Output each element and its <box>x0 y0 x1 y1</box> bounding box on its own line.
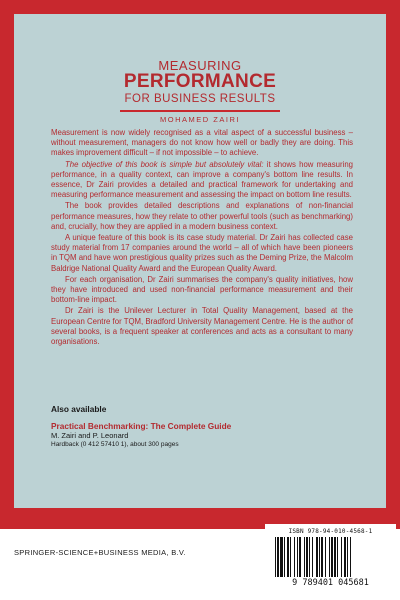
paragraph-1: Measurement is now widely recognised as a vital aspect of a successful business – without measurement, managers do not know how well or badly they are doing. This makes improvement difficult – if not impossible – to achieve. <box>51 128 353 158</box>
related-book-details: Hardback (0 412 57410 1), about 300 pages <box>51 441 179 448</box>
paragraph-4: A unique feature of this book is its case study material. Dr Zairi has collected case study material from 17 companies around the world – all of which have been pioneers in TQM and have won prestigious quality prizes such as the Deming Prize, the Malcolm Baldrige National Quality Award and the European Quality Award. <box>51 233 353 273</box>
paragraph-2-italic: The objective of this book is simple but absolutely vital: <box>65 159 264 169</box>
also-available-heading: Also available <box>51 404 107 414</box>
author-name: MOHAMED ZAIRI <box>160 115 240 124</box>
title-divider <box>120 110 280 112</box>
paragraph-5: For each organisation, Dr Zairi summarises the company's quality initiatives, how they have introduced and used non-financial performance measurement and their bottom-line impact. <box>51 274 353 305</box>
related-book-title: Practical Benchmarking: The Complete Guide <box>51 421 232 431</box>
paragraph-2 <box>51 160 353 201</box>
paragraph-3: The book provides detailed descriptions and explanations of non-financial performance measures, how they relate to other powerful tools (such as benchmarking) and, crucially, how they are applied in a modern business context. <box>51 201 353 231</box>
isbn-text: ISBN 978-94-010-4568-1 <box>288 528 373 535</box>
barcode-icon <box>273 537 388 577</box>
related-book-authors: M. Zairi and P. Leonard <box>51 431 129 440</box>
ean-number: 9 789401 045681 <box>292 578 369 588</box>
barcode-area <box>265 524 396 592</box>
publisher-name: SPRINGER-SCIENCE+BUSINESS MEDIA, B.V. <box>14 548 186 557</box>
paragraph-2-rest: it shows how measuring performance, in a quality context, can improve a company's bottom line results. In essence, Dr Zairi provides a detailed and practical framework for undertaking and measuring performance measurement and assessing the impact on bottom line results. <box>51 159 354 200</box>
paragraph-6: Dr Zairi is the Unilever Lecturer in Total Quality Management, based at the European Centre for TQM, Bradford University Management Centre. He is the author of several books, is a frequent speaker at conferences and acts as a consultant to many organisations. <box>51 306 353 347</box>
title-line-3: FOR BUSINESS RESULTS <box>124 93 276 105</box>
title-line-2: PERFORMANCE <box>123 71 277 92</box>
title-line-1: MEASURING <box>158 58 242 73</box>
blurb-text <box>51 128 353 348</box>
